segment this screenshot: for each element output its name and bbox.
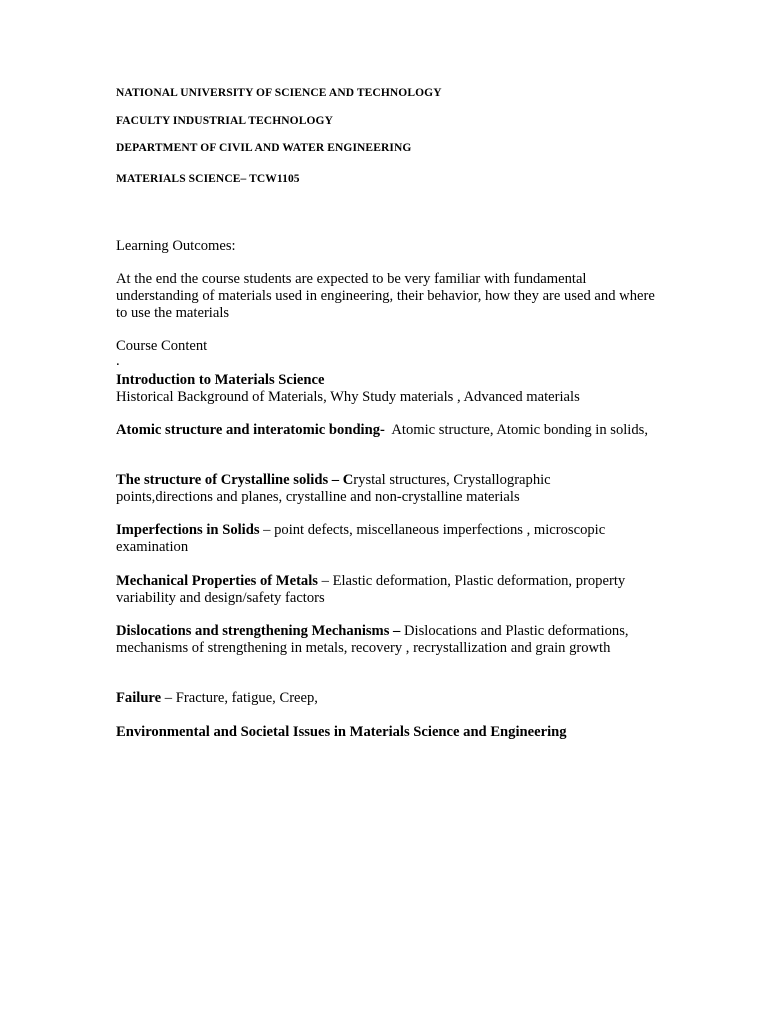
course-content-dot: . xyxy=(116,353,120,369)
topic-description: – Elastic deformation, Plastic deformation, property variability and design/safety factors xyxy=(116,573,626,606)
learning-outcomes-text: At the end the course students are expected to be very familiar with fundamental understanding of materials used in engineering, their behavior, how they are used and where to use the materials xyxy=(116,271,655,321)
learning-outcomes-heading: Learning Outcomes: xyxy=(116,238,236,254)
topic-failure xyxy=(116,690,656,707)
topic-dislocations xyxy=(116,623,656,657)
topic-crystalline-solids xyxy=(116,472,636,506)
topic-title: Imperfections in Solids xyxy=(116,522,260,538)
topic-environmental-issues xyxy=(116,724,676,741)
department-name: DEPARTMENT OF CIVIL AND WATER ENGINEERING xyxy=(116,142,412,154)
topic-title: The structure of Crystalline solids – C xyxy=(116,472,354,488)
faculty-name: FACULTY INDUSTRIAL TECHNOLOGY xyxy=(116,115,333,127)
topic-title: Failure xyxy=(116,690,162,706)
topic-title: Environmental and Societal Issues in Materials Science and Engineering xyxy=(116,724,567,740)
topic-description: Historical Background of Materials, Why Study materials , Advanced materials xyxy=(116,389,580,405)
topic-imperfections xyxy=(116,522,656,556)
topic-description: Dislocations and Plastic deformations, mechanisms of strengthening in metals, recovery , recrystallization and grain growth xyxy=(116,623,629,656)
topic-description: Atomic structure, Atomic bonding in solids, xyxy=(384,422,648,438)
topic-title: Mechanical Properties of Metals xyxy=(116,573,318,589)
topic-mechanical-properties xyxy=(116,573,656,607)
topic-description: rystal structures, Crystallographic points,directions and planes, crystalline and non-crystalline materials xyxy=(116,472,551,505)
topic-description: – point defects, miscellaneous imperfections , microscopic examination xyxy=(116,522,606,555)
course-title: MATERIALS SCIENCE– TCW1105 xyxy=(116,173,300,185)
topic-description: – Fracture, fatigue, Creep, xyxy=(161,690,318,706)
topic-introduction xyxy=(116,372,656,406)
topic-title: Atomic structure and interatomic bonding- xyxy=(116,422,385,438)
topic-atomic-structure xyxy=(116,422,656,439)
university-name: NATIONAL UNIVERSITY OF SCIENCE AND TECHNOLOGY xyxy=(116,87,442,99)
topic-title: Dislocations and strengthening Mechanisms – xyxy=(116,623,401,639)
topic-title: Introduction to Materials Science xyxy=(116,372,325,388)
course-content-heading: Course Content xyxy=(116,338,208,354)
